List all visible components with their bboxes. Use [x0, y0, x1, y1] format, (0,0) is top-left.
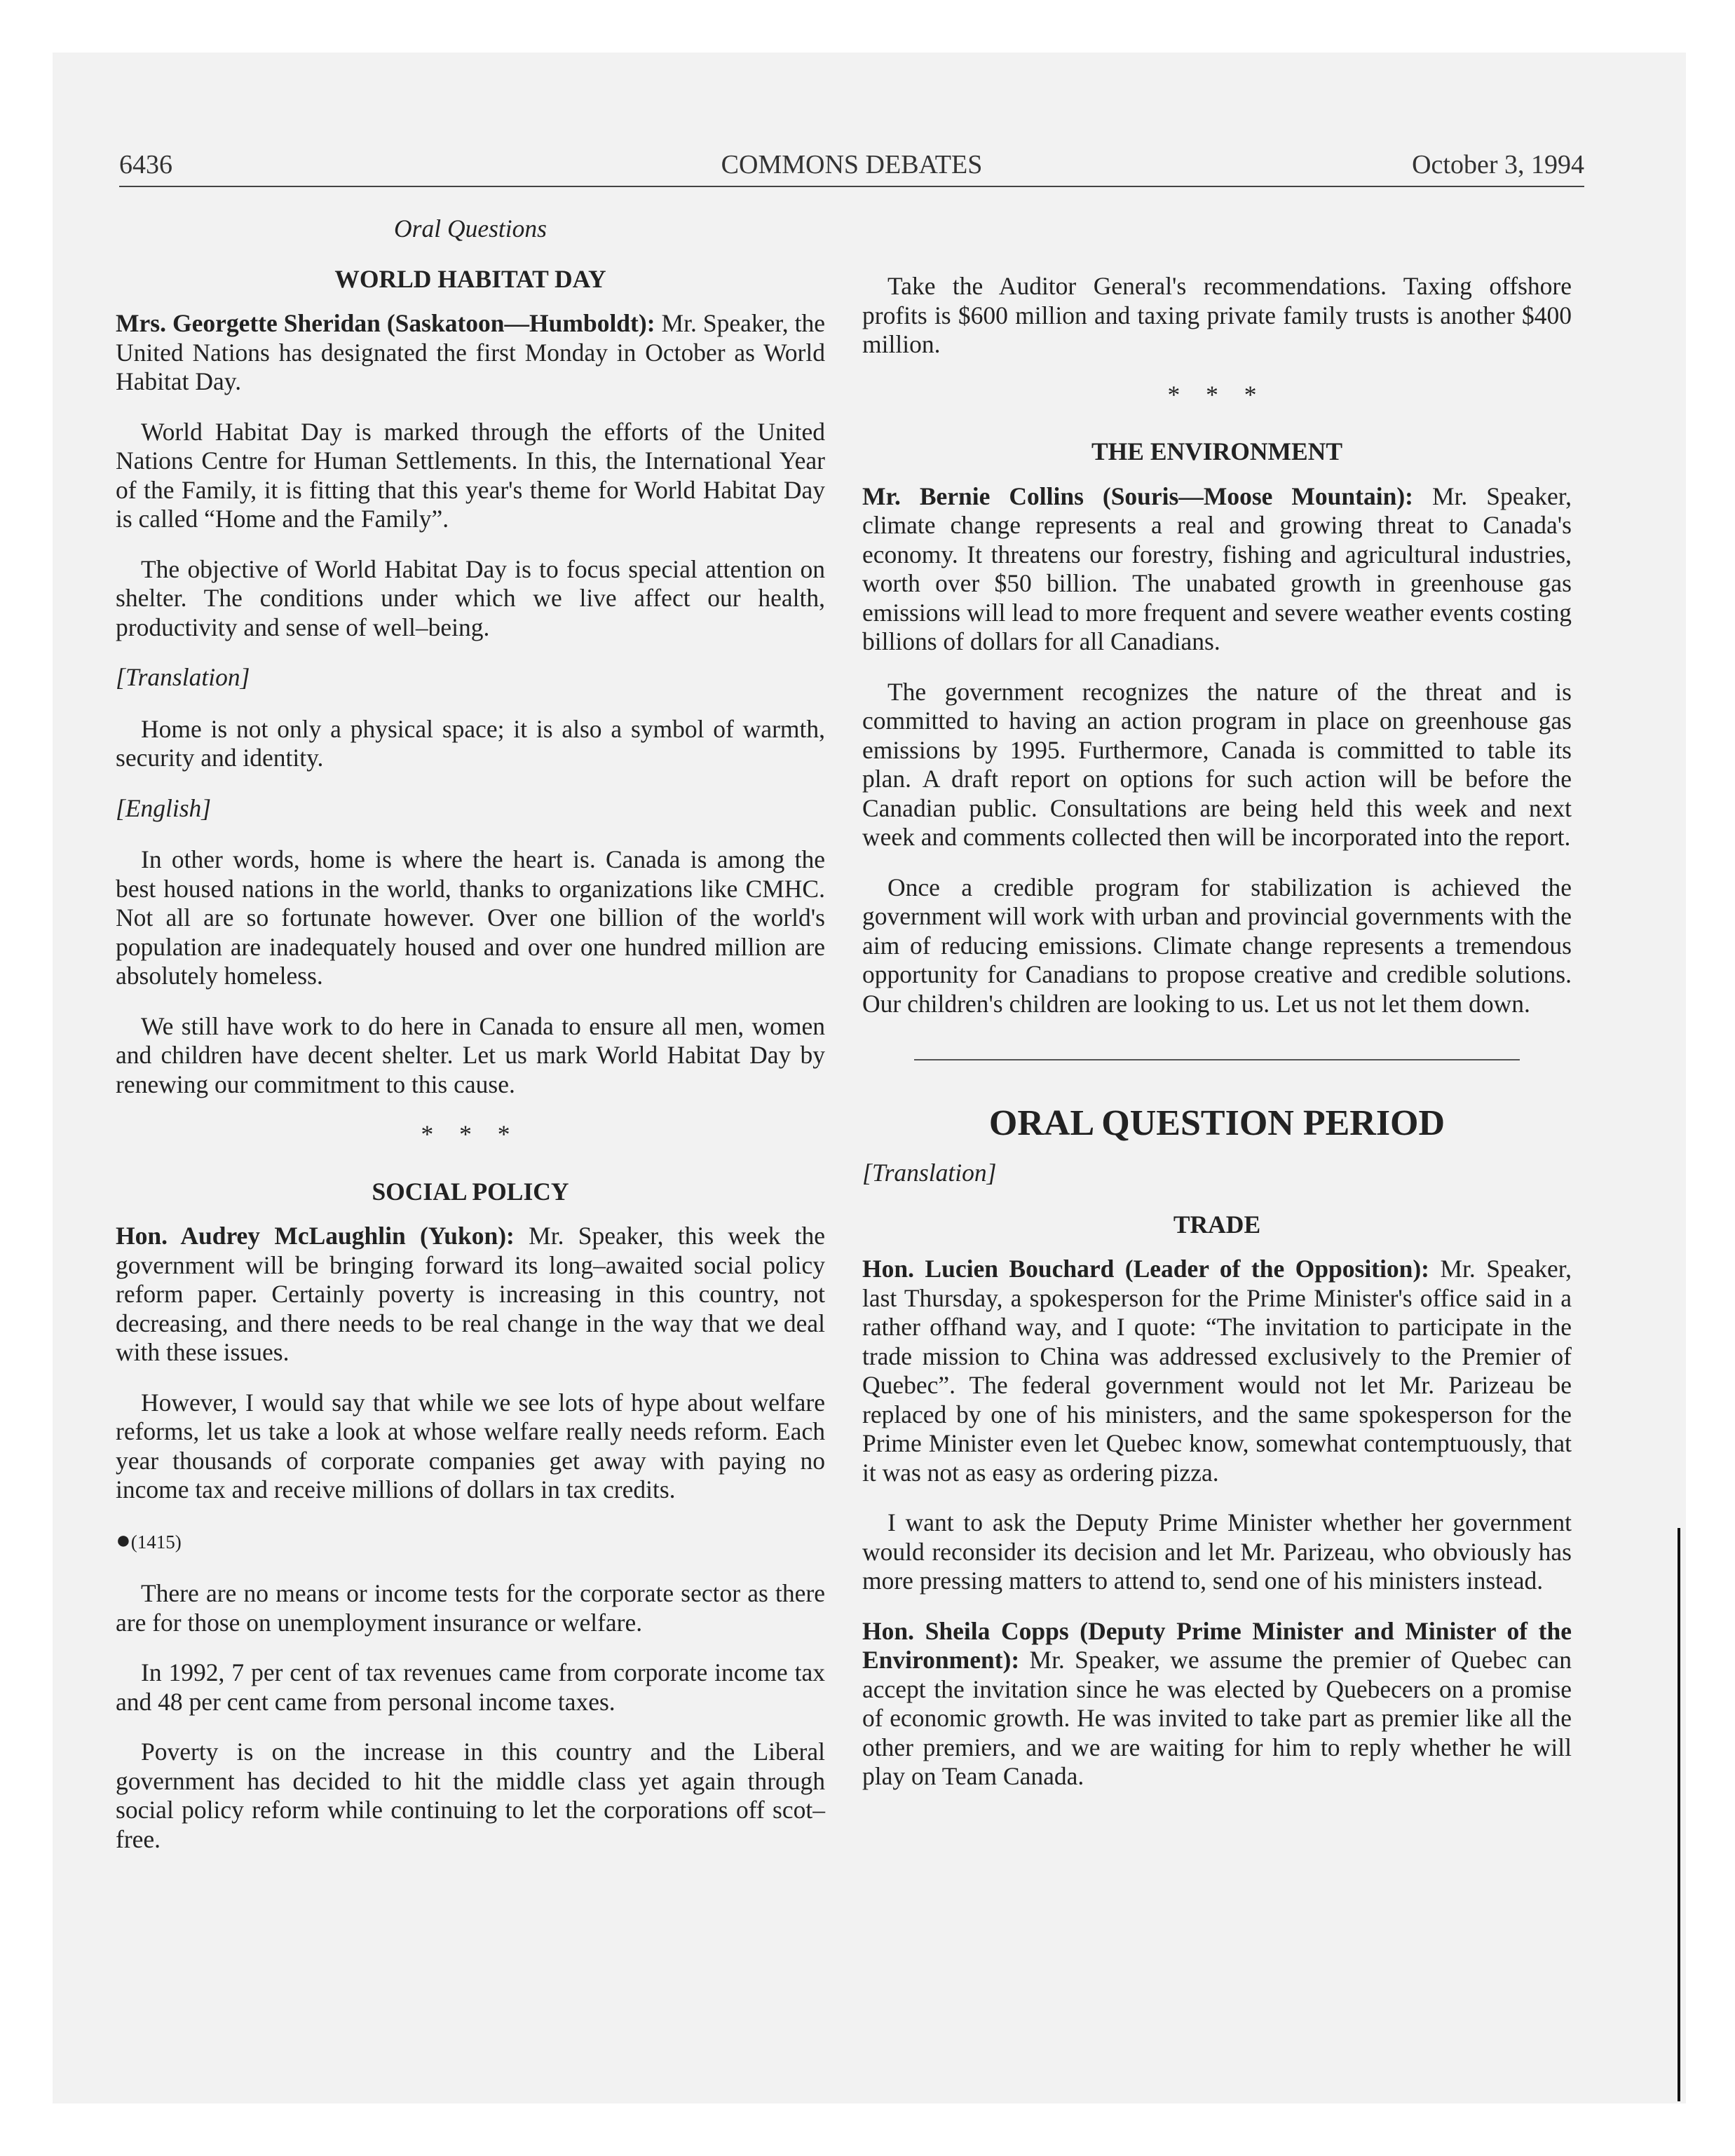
speaker-name: Hon. Sheila Copps (Deputy Prime Minister and Minister of the Environment): — [862, 1616, 1572, 1674]
paragraph: Take the Auditor General's recommendations. Taxing offshore profits is $600 million and taxing private family trusts is another $400 million. — [862, 272, 1572, 358]
scan-edge-line — [1678, 1528, 1680, 2101]
journal-title: COMMONS DEBATES — [721, 150, 983, 179]
paragraph-text: Mr. Speaker, climate change represents a real and growing threat to Canada's economy. It threatens our forestry, fishing and agricultural industries, worth over $50 billion. The unabated growth in greenhouse gas emissions will lead to more frequent and severe weather events costing billions of dollars for all Canadians. — [862, 482, 1572, 655]
answer-copps — [862, 1617, 1572, 1792]
paragraph-text: Mr. Speaker, the United Nations has designated the first Monday in October as World Habitat Day. — [116, 309, 825, 395]
section-separator: * * * — [421, 1120, 520, 1148]
statement-mclaughlin — [116, 1222, 825, 1367]
language-tag: [English] — [116, 793, 212, 822]
page-number: 6436 — [119, 150, 172, 179]
header-rule — [119, 186, 1584, 187]
paragraph: Poverty is on the increase in this country and the Liberal government has decided to hit the middle class yet again through social policy reform while continuing to let the corporations off scot–free. — [116, 1738, 825, 1853]
page-header — [119, 144, 1584, 186]
running-head: Oral Questions — [394, 214, 547, 243]
paragraph-text: Mr. Speaker, this week the government will be bringing forward its long–awaited social policy reform paper. Certainly poverty is increasing in this country, not decreasing, and there needs to be real change in the way that we deal with these issues. — [116, 1222, 825, 1366]
paragraph-text: Mr. Speaker, we assume the premier of Quebec can accept the invitation since he was elected by Quebecers on a promise of economic growth. He was invited to take part as premier like all the other premiers, and we are waiting for him to reply whether he will play on Team Canada. — [862, 1646, 1572, 1790]
left-column — [116, 210, 825, 1875]
paragraph: We still have work to do here in Canada to ensure all men, women and children have decent shelter. Let us mark World Habitat Day by renewing our commitment to this cause. — [116, 1011, 825, 1098]
major-heading-oral-question-period: ORAL QUESTION PERIOD — [988, 1103, 1445, 1143]
time-stamp: (1415) — [130, 1531, 182, 1553]
paragraph: Home is not only a physical space; it is also a symbol of warmth, security and identity. — [116, 714, 825, 772]
paragraph: The objective of World Habitat Day is to focus special attention on shelter. The conditions under which we live affect our health, productivity and sense of well–being. — [116, 554, 825, 641]
speaker-name: Hon. Lucien Bouchard (Leader of the Opposition): — [862, 1255, 1430, 1283]
paragraph-text: Mr. Speaker, last Thursday, a spokesperson for the Prime Minister's office said in a rather offhand way, and I quote: “The invitation to participate in the trade mission to China was addressed exclusively to the Premier of Quebec”. The federal government would not let Mr. Parizeau be replaced by one of his ministers, and the same spokesperson for the Prime Minister even let Quebec know, somewhat contemptuously, that it was not as easy as ordering pizza. — [862, 1255, 1572, 1487]
section-heading-world-habitat-day: WORLD HABITAT DAY — [334, 264, 606, 293]
time-marker — [116, 1526, 825, 1557]
paragraph: World Habitat Day is marked through the efforts of the United Nations Centre for Human Settlements. In this, the International Year of the Family, it is fitting that this year's theme for World Habitat Day is called “Home and the Family”. — [116, 417, 825, 533]
language-tag: [Translation] — [116, 663, 250, 691]
bullet-icon: ● — [116, 1525, 131, 1554]
language-tag: [Translation] — [862, 1159, 997, 1187]
paragraph: In 1992, 7 per cent of tax revenues came from corporate income tax and 48 per cent came from personal income taxes. — [116, 1658, 825, 1716]
section-heading-trade: TRADE — [1173, 1210, 1261, 1239]
paragraph: The government recognizes the nature of the threat and is committed to having an action program in place on greenhouse gas emissions by 1995. Furthermore, Canada is committed to table its plan. A draft report on options for such action will be before the Canadian public. Consultations are being held this week and next week and comments collected then will be incorporated into the report. — [862, 677, 1572, 851]
speaker-name: Hon. Audrey McLaughlin (Yukon): — [116, 1222, 515, 1250]
speaker-name: Mr. Bernie Collins (Souris—Moose Mountain): — [862, 482, 1413, 510]
statement-collins — [862, 482, 1572, 657]
paragraph: However, I would say that while we see lots of hype about welfare reforms, let us take a look at whose welfare really needs reform. Each year thousands of corporate companies get away with paying no income tax and receive millions of dollars in tax credits. — [116, 1388, 825, 1503]
issue-date: October 3, 1994 — [1412, 150, 1584, 179]
section-divider — [914, 1059, 1520, 1060]
paragraph: There are no means or income tests for the corporate sector as there are for those on unemployment insurance or welfare. — [116, 1579, 825, 1637]
section-separator: * * * — [1167, 380, 1267, 409]
paragraph: In other words, home is where the heart is. Canada is among the best housed nations in the world, thanks to organizations like CMHC. Not all are so fortunate however. Over one billion of the world's population are inadequately housed and over one hundred million are absolutely homeless. — [116, 845, 825, 990]
statement-sheridan — [116, 309, 825, 397]
paragraph: Once a credible program for stabilization is achieved the government will work with urban and provincial governments with the aim of reducing emissions. Climate change represents a tremendous opportunity for Canadians to propose creative and credible solutions. Our children's children are looking to us. Let us not let them down. — [862, 873, 1572, 1018]
section-heading-environment: THE ENVIRONMENT — [1091, 437, 1342, 465]
right-column — [862, 210, 1572, 1813]
speaker-name: Mrs. Georgette Sheridan (Saskatoon—Humboldt): — [116, 309, 655, 337]
section-heading-social-policy: SOCIAL POLICY — [372, 1177, 569, 1206]
paragraph: I want to ask the Deputy Prime Minister whether her government would reconsider its decision and let Mr. Parizeau, who obviously has more pressing matters to attend to, send one of his ministers instead. — [862, 1508, 1572, 1595]
question-bouchard — [862, 1255, 1572, 1487]
